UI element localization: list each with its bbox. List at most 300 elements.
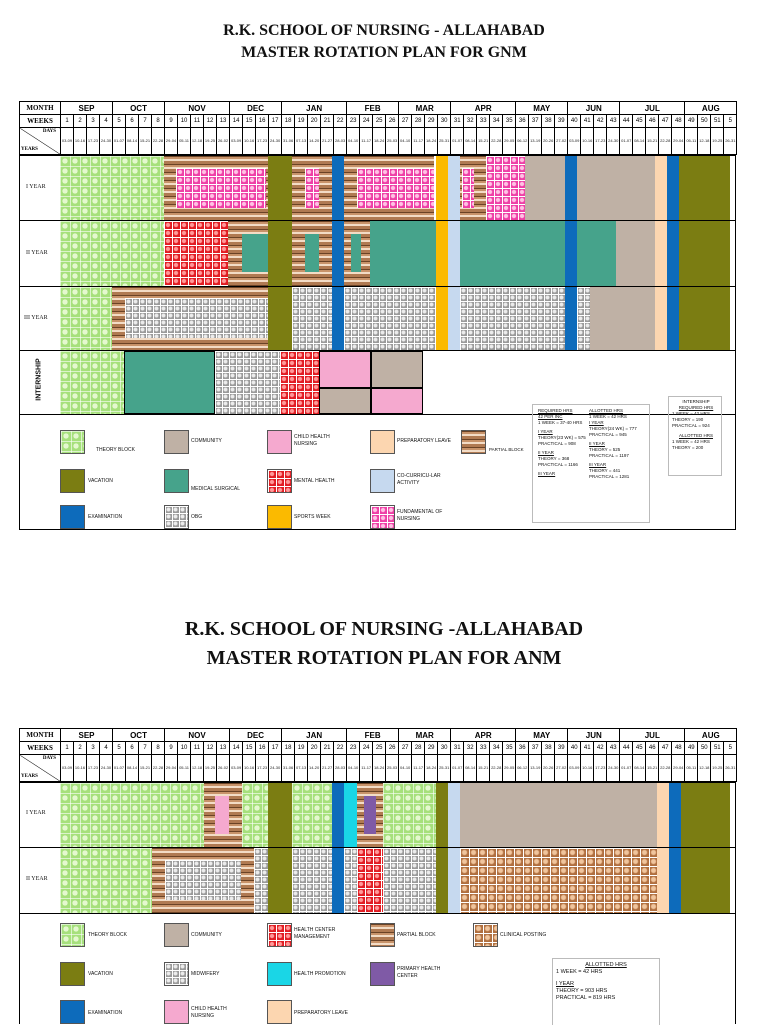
anm-allotted-y1b: PRACTICAL = 819 HRS	[556, 995, 616, 1001]
gnm-legend-mental-swatch	[267, 469, 292, 493]
anm-week-cell: 45	[633, 742, 646, 755]
gnm-int-l3: PRACTICAL = 924	[672, 423, 710, 428]
anm-week-cell: 50	[698, 742, 711, 755]
anm-week-cell: 5	[113, 742, 126, 755]
anm-week-cell: 35	[503, 742, 516, 755]
anm-week-cell: 23	[347, 742, 360, 755]
anm-week-cell: 38	[542, 742, 555, 755]
gnm-int-obg	[215, 351, 280, 414]
anm-week-cell: 41	[581, 742, 594, 755]
anm-week-cell: 30	[438, 742, 451, 755]
gnm-row-label-year2: II YEAR	[26, 250, 48, 256]
anm-week-cell: 19	[295, 742, 308, 755]
gnm-allotted-y2: II YEAR	[589, 441, 605, 446]
anm-y1-cocurricular	[448, 783, 460, 847]
anm-day-cell: 29-04	[165, 755, 178, 782]
anm-y2-exam	[332, 848, 344, 913]
gnm-int-medsurg	[124, 351, 215, 414]
gnm-month-cell: NOV	[165, 102, 230, 115]
anm-week-cell: 15	[243, 742, 256, 755]
anm-y2-exam	[669, 848, 681, 913]
gnm-y2-prep-leave	[655, 221, 667, 286]
gnm-y1-theory-block	[60, 156, 164, 220]
anm-month-cell: JUL	[620, 729, 685, 742]
anm-month-cell: FEB	[347, 729, 399, 742]
anm-day-cell: 01-07	[451, 755, 464, 782]
gnm-week-cell: 39	[555, 115, 568, 128]
gnm-week-cell: 15	[243, 115, 256, 128]
gnm-month-cell: FEB	[347, 102, 399, 115]
gnm-day-cell: 03-09	[568, 128, 581, 155]
anm-allotted-y1a: THEORY = 903 HRS	[556, 988, 608, 994]
anm-day-cell: 26-02	[217, 755, 230, 782]
gnm-day-cell: 31-06	[282, 128, 295, 155]
anm-month-cell: APR	[451, 729, 516, 742]
gnm-y2-medsurg	[242, 234, 268, 272]
gnm-day-cell: 25-03	[386, 128, 399, 155]
gnm-day-cell: 19-25	[204, 128, 217, 155]
gnm-y3-obg	[292, 287, 332, 350]
gnm-week-cell: 1	[61, 115, 74, 128]
gnm-week-cell: 47	[659, 115, 672, 128]
gnm-month-cell: JUN	[568, 102, 620, 115]
gnm-y1-community	[577, 156, 655, 220]
anm-day-cell: 18-24	[425, 755, 438, 782]
gnm-day-cell: 28-03	[334, 128, 347, 155]
anm-allotted-l1: 1 WEEK = 42 HRS	[556, 969, 603, 975]
anm-y2-midwifery	[254, 848, 268, 913]
anm-week-cell: 46	[646, 742, 659, 755]
gnm-day-cell: 19-25	[711, 128, 724, 155]
gnm-required-y1: I YEAR	[538, 429, 553, 434]
anm-day-cell: 03-09	[61, 755, 74, 782]
anm-day-cell: 04-10	[347, 755, 360, 782]
gnm-week-cell: 18	[282, 115, 295, 128]
gnm-legend-cocurr-label: CO-CURRICU-LAR ACTIVITY	[397, 473, 441, 486]
anm-y1-theory-block	[383, 783, 436, 847]
gnm-int-l2: THEORY = 190	[672, 417, 704, 422]
gnm-required-y2b: PRACTICAL = 1166	[538, 462, 578, 467]
anm-week-cell: 29	[425, 742, 438, 755]
gnm-day-cell: 15-21	[139, 128, 152, 155]
gnm-int-community	[371, 351, 423, 388]
anm-y2-clinical-posting	[460, 848, 657, 913]
gnm-y3-obg	[577, 287, 590, 350]
gnm-week-cell: 45	[633, 115, 646, 128]
gnm-y3-sports-week	[436, 287, 448, 350]
anm-week-cell: 14	[230, 742, 243, 755]
gnm-y3-obg	[460, 287, 565, 350]
anm-y1-theory-block	[242, 783, 268, 847]
gnm-y2-medsurg	[305, 234, 319, 272]
gnm-int-a3: THEORY = 200	[672, 445, 704, 450]
anm-day-cell: 22-28	[152, 755, 165, 782]
anm-day-cell: 07-13	[295, 755, 308, 782]
anm-day-cell: 03-09	[230, 755, 243, 782]
gnm-month-cell: OCT	[113, 102, 165, 115]
gnm-day-cell: 07-13	[295, 128, 308, 155]
gnm-legend-sports-swatch	[267, 505, 292, 529]
gnm-day-cell: 03-09	[230, 128, 243, 155]
anm-row-label-year2: II YEAR	[26, 876, 48, 882]
anm-day-cell: 15-21	[139, 755, 152, 782]
anm-month-cell: OCT	[113, 729, 165, 742]
gnm-week-cell: 21	[321, 115, 334, 128]
gnm-week-cell: 32	[464, 115, 477, 128]
anm-month-cell: AUG	[685, 729, 737, 742]
anm-week-cell: 37	[529, 742, 542, 755]
anm-week-cell: 40	[568, 742, 581, 755]
anm-allotted-hours	[556, 962, 656, 1002]
gnm-days-years-header	[20, 128, 61, 155]
gnm-y1-sports-week	[436, 156, 448, 220]
gnm-y3-cocurricular	[448, 287, 460, 350]
gnm-day-cell: 04-10	[347, 128, 360, 155]
anm-day-cell: 13-19	[529, 755, 542, 782]
gnm-day-cell: 08-14	[464, 128, 477, 155]
gnm-legend-medsurg-label: MEDICAL SURGICAL	[191, 486, 240, 492]
anm-legend-phc-swatch	[370, 962, 395, 986]
gnm-week-cell: 35	[503, 115, 516, 128]
anm-week-cell: 13	[217, 742, 230, 755]
gnm-week-cell: 20	[308, 115, 321, 128]
gnm-y1-fundamental-block	[486, 156, 525, 220]
anm-week-cell: 31	[451, 742, 464, 755]
gnm-allotted-y1a: THEORY(24 WK) = 777	[589, 426, 637, 431]
anm-legend-hcm-label: HEALTH CENTER MANAGEMENT	[294, 927, 336, 940]
gnm-day-cell: 29-04	[165, 128, 178, 155]
anm-y2-vacation	[436, 848, 448, 913]
gnm-allotted-y3a: THEORY = 441	[589, 468, 621, 473]
gnm-week-cell: 40	[568, 115, 581, 128]
gnm-day-cell: 11-17	[360, 128, 373, 155]
anm-week-cell: 42	[594, 742, 607, 755]
gnm-legend-fund-swatch	[370, 505, 395, 529]
gnm-week-cell: 37	[529, 115, 542, 128]
gnm-day-cell: 22-28	[659, 128, 672, 155]
gnm-day-cell: 01-07	[620, 128, 633, 155]
gnm-y3-obg	[344, 287, 436, 350]
anm-legend-partial-label: PARTIAL BLOCK	[397, 932, 436, 938]
anm-title-line1: R.K. SCHOOL OF NURSING -ALLAHABAD	[184, 618, 584, 640]
gnm-day-cell: 05-11	[178, 128, 191, 155]
anm-week-cell: 1	[61, 742, 74, 755]
gnm-day-cell: 24-30	[269, 128, 282, 155]
gnm-y3-vacation	[679, 287, 730, 350]
gnm-week-cell: 34	[490, 115, 503, 128]
gnm-legend-cocurr-swatch	[370, 469, 395, 493]
anm-legend-theory-swatch	[60, 923, 85, 947]
gnm-month-cell: APR	[451, 102, 516, 115]
gnm-int-a1: ALLOTTED HRS	[678, 433, 713, 438]
gnm-row-label-year3: III YEAR	[24, 315, 48, 321]
gnm-week-cell: 6	[126, 115, 139, 128]
anm-day-cell: 29-04	[672, 755, 685, 782]
gnm-day-cell: 01-07	[451, 128, 464, 155]
gnm-allotted-h: ALLOTTED HRS	[589, 408, 624, 413]
gnm-y3-exam	[332, 287, 344, 350]
anm-day-cell: 24-30	[607, 755, 620, 782]
gnm-day-cell: 17-23	[594, 128, 607, 155]
anm-month-header: MONTH	[20, 729, 61, 742]
gnm-header-table	[19, 101, 737, 155]
gnm-week-cell: 25	[373, 115, 386, 128]
gnm-day-cell: 13-19	[529, 128, 542, 155]
anm-day-cell: 15-21	[646, 755, 659, 782]
gnm-week-cell: 49	[685, 115, 698, 128]
gnm-legend-obg-label: OBG	[191, 514, 203, 520]
anm-month-cell: SEP	[61, 729, 113, 742]
anm-header-table	[19, 728, 737, 782]
gnm-y2-medsurg	[460, 221, 565, 286]
anm-week-cell: 27	[399, 742, 412, 755]
gnm-day-cell: 20-26	[542, 128, 555, 155]
anm-day-cell: 21-27	[321, 755, 334, 782]
anm-week-cell: 11	[191, 742, 204, 755]
gnm-y2-medsurg	[370, 221, 436, 286]
gnm-week-cell: 19	[295, 115, 308, 128]
anm-days-label: DAYS	[42, 756, 56, 761]
gnm-week-cell: 7	[139, 115, 152, 128]
gnm-legend-community-label: COMMUNITY	[191, 438, 222, 444]
gnm-week-cell: 50	[698, 115, 711, 128]
gnm-y2-sports-week	[436, 221, 448, 286]
anm-week-cell: 5	[724, 742, 737, 755]
gnm-week-cell: 5	[724, 115, 737, 128]
anm-y1-exam	[332, 783, 344, 847]
anm-week-cell: 12	[204, 742, 217, 755]
anm-month-cell: NOV	[165, 729, 230, 742]
gnm-day-cell: 26-31	[724, 128, 737, 155]
gnm-week-cell: 12	[204, 115, 217, 128]
anm-day-cell: 27-02	[555, 755, 568, 782]
gnm-week-cell: 2	[74, 115, 87, 128]
gnm-week-cell: 8	[152, 115, 165, 128]
gnm-month-cell: MAR	[399, 102, 451, 115]
anm-legend-midwifery-label: MIDWIFERY	[191, 971, 220, 977]
gnm-int-a2: 1 WEEK = 42 HRS	[672, 439, 710, 444]
gnm-legend-partial-swatch	[461, 430, 486, 454]
anm-day-cell: 10-16	[74, 755, 87, 782]
anm-legend-exam-swatch	[60, 1000, 85, 1024]
gnm-day-cell: 05-11	[685, 128, 698, 155]
gnm-y2-exam	[565, 221, 577, 286]
anm-legend-clinical-label: CLINICAL POSTING	[500, 932, 547, 938]
gnm-day-cell: 29-05	[503, 128, 516, 155]
anm-weeks-header: WEEKS	[20, 742, 61, 755]
anm-day-cell: 24-30	[269, 755, 282, 782]
anm-day-cell: 19-25	[204, 755, 217, 782]
anm-row-divider	[19, 913, 736, 914]
gnm-required-h2: 42 PER INC	[538, 414, 563, 419]
gnm-week-cell: 28	[412, 115, 425, 128]
gnm-legend-mental-label: MENTAL HEALTH	[294, 478, 335, 484]
gnm-y2-exam	[667, 221, 679, 286]
gnm-y1-exam	[332, 156, 344, 220]
gnm-day-cell: 17-23	[256, 128, 269, 155]
anm-y2-midwifery	[383, 848, 436, 913]
anm-week-cell: 36	[516, 742, 529, 755]
gnm-day-cell: 12-18	[191, 128, 204, 155]
anm-y2-vacation	[681, 848, 730, 913]
anm-week-cell: 18	[282, 742, 295, 755]
anm-y2-prep-leave	[657, 848, 669, 913]
gnm-week-cell: 42	[594, 115, 607, 128]
gnm-y1-fundamental-block	[462, 168, 474, 208]
gnm-required-l1: 1 WEEK = 37-40 HRS	[538, 420, 583, 425]
anm-y1-child-health	[215, 796, 229, 834]
anm-day-cell: 19-25	[711, 755, 724, 782]
gnm-allotted-y3: III YEAR	[589, 462, 607, 467]
anm-day-cell: 01-07	[113, 755, 126, 782]
gnm-legend-exam-swatch	[60, 505, 85, 529]
anm-month-cell: MAY	[516, 729, 568, 742]
gnm-legend-child-label: CHILD HEALTH NURSING	[294, 434, 330, 447]
gnm-y1-fundamental-block	[305, 168, 319, 208]
gnm-y3-prep-leave	[655, 287, 667, 350]
gnm-day-cell: 29-04	[672, 128, 685, 155]
anm-day-cell: 06-12	[516, 755, 529, 782]
gnm-week-cell: 5	[113, 115, 126, 128]
anm-y2-midwifery	[292, 848, 332, 913]
gnm-title-line2: MASTER ROTATION PLAN FOR GNM	[241, 44, 527, 61]
gnm-required-h1: REQUIRED HRS	[538, 408, 573, 413]
gnm-week-cell: 41	[581, 115, 594, 128]
gnm-y3-community	[590, 287, 655, 350]
anm-y2-health-center-mgmt	[357, 848, 383, 913]
anm-week-cell: 51	[711, 742, 724, 755]
anm-legend-vacation-label: VACATION	[88, 971, 113, 977]
anm-legend-theory-label: THEORY BLOCK	[88, 932, 127, 938]
anm-week-cell: 48	[672, 742, 685, 755]
anm-day-cell: 11-17	[360, 755, 373, 782]
gnm-required-y1a: THEORY(23 WK) = 575	[538, 435, 586, 440]
anm-legend-hpromo-label: HEALTH PROMOTION	[294, 971, 346, 977]
gnm-required-y3: III YEAR	[538, 471, 556, 476]
anm-legend-clinical-swatch	[473, 923, 498, 947]
anm-day-cell: 04-10	[399, 755, 412, 782]
anm-y1-prep-leave	[657, 783, 669, 847]
gnm-week-cell: 31	[451, 115, 464, 128]
anm-day-cell: 18-24	[373, 755, 386, 782]
anm-y1-primary-health-center	[364, 796, 376, 834]
anm-title-line2: MASTER ROTATION PLAN FOR ANM	[206, 647, 562, 669]
gnm-day-cell: 10-16	[243, 128, 256, 155]
gnm-int-community	[319, 388, 371, 414]
gnm-y1-exam	[667, 156, 679, 220]
anm-week-cell: 16	[256, 742, 269, 755]
gnm-day-cell: 18-24	[373, 128, 386, 155]
anm-day-cell: 11-17	[412, 755, 425, 782]
gnm-day-cell: 01-07	[113, 128, 126, 155]
gnm-y1-cocurricular	[448, 156, 460, 220]
gnm-week-cell: 43	[607, 115, 620, 128]
anm-years-label: YEARS	[21, 774, 38, 779]
gnm-y2-community	[616, 221, 655, 286]
gnm-week-cell: 48	[672, 115, 685, 128]
gnm-month-cell: DEC	[230, 102, 282, 115]
gnm-week-cell: 29	[425, 115, 438, 128]
anm-legend-child-swatch	[164, 1000, 189, 1024]
anm-legend-midwifery-swatch	[164, 962, 189, 986]
anm-day-cell: 05-11	[685, 755, 698, 782]
anm-y1-community	[460, 783, 657, 847]
anm-week-cell: 6	[126, 742, 139, 755]
gnm-years-label: YEARS	[21, 147, 38, 152]
gnm-int-h2: REQUIRED HRS	[678, 405, 714, 410]
anm-month-cell: MAR	[399, 729, 451, 742]
anm-day-cell: 12-18	[698, 755, 711, 782]
gnm-day-cell: 12-18	[698, 128, 711, 155]
gnm-day-cell: 11-17	[412, 128, 425, 155]
anm-day-cell: 24-30	[100, 755, 113, 782]
anm-legend-prep-swatch	[267, 1000, 292, 1024]
anm-y2-midwifery	[344, 848, 357, 913]
gnm-week-cell: 26	[386, 115, 399, 128]
anm-day-cell: 22-28	[490, 755, 503, 782]
anm-y2-cocurricular	[448, 848, 460, 913]
anm-day-cell: 10-16	[581, 755, 594, 782]
gnm-day-cell: 15-21	[646, 128, 659, 155]
gnm-week-cell: 36	[516, 115, 529, 128]
gnm-allotted-y1: I YEAR	[589, 420, 604, 425]
gnm-day-cell: 04-10	[399, 128, 412, 155]
gnm-week-cell: 9	[165, 115, 178, 128]
anm-week-cell: 3	[87, 742, 100, 755]
gnm-legend-sports-label: SPORTS WEEK	[294, 514, 331, 520]
gnm-y2-medsurg	[351, 234, 361, 272]
anm-week-cell: 4	[100, 742, 113, 755]
gnm-legend-child-swatch	[267, 430, 292, 454]
anm-day-cell: 22-28	[659, 755, 672, 782]
anm-legend-prep-label: PREPARATORY LEAVE	[294, 1010, 348, 1016]
gnm-int-theory-block	[60, 351, 124, 414]
gnm-y2-mental-health	[164, 221, 228, 286]
gnm-day-cell: 10-16	[581, 128, 594, 155]
anm-legend-phc-label: PRIMARY HEALTH CENTER	[397, 966, 441, 979]
anm-week-cell: 28	[412, 742, 425, 755]
gnm-required-y2a: THEORY = 368	[538, 456, 570, 461]
anm-y2-midwifery	[165, 860, 241, 900]
gnm-y1-exam	[565, 156, 577, 220]
anm-y2-vacation	[268, 848, 292, 913]
gnm-day-cell: 14-20	[308, 128, 321, 155]
anm-week-cell: 9	[165, 742, 178, 755]
anm-legend-community-swatch	[164, 923, 189, 947]
gnm-day-cell: 25-31	[438, 128, 451, 155]
anm-day-cell: 08-14	[126, 755, 139, 782]
gnm-title-line1: R.K. SCHOOL OF NURSING - ALLAHABAD	[223, 22, 545, 39]
gnm-month-cell: JAN	[282, 102, 347, 115]
gnm-y1-fundamental-block	[176, 168, 266, 208]
gnm-allotted-y3b: PRACTICAL = 1281	[589, 474, 630, 479]
anm-day-cell: 01-07	[620, 755, 633, 782]
gnm-legend-vacation-swatch	[60, 469, 85, 493]
gnm-week-cell: 14	[230, 115, 243, 128]
gnm-y2-cocurricular	[448, 221, 460, 286]
gnm-y2-medsurg	[577, 221, 616, 286]
gnm-y1-fundamental-block	[357, 168, 434, 208]
gnm-day-cell: 08-14	[633, 128, 646, 155]
gnm-legend-vacation-label: VACATION	[88, 478, 113, 484]
gnm-day-cell: 17-23	[87, 128, 100, 155]
gnm-allotted-y1b: PRACTICAL = 945	[589, 432, 627, 437]
gnm-day-cell: 21-27	[321, 128, 334, 155]
gnm-week-cell: 27	[399, 115, 412, 128]
gnm-day-cell: 06-12	[516, 128, 529, 155]
gnm-day-cell: 10-16	[74, 128, 87, 155]
gnm-hours-box	[532, 404, 650, 523]
